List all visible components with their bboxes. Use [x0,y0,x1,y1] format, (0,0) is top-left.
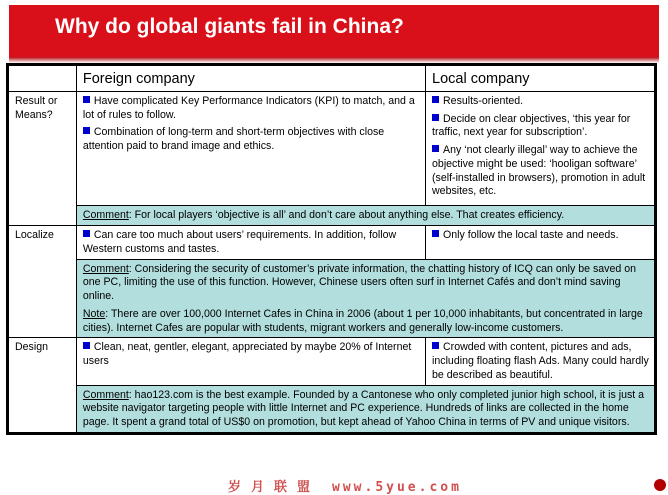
comment-label: Comment [82,262,129,275]
header-row [8,65,656,92]
table-row-design [8,338,656,385]
watermark [228,476,462,495]
corner-logo-icon [654,479,666,491]
comment-label: Comment [82,388,129,401]
table-row-result [8,91,656,205]
comment-text: : For local players ‘objective is all’ and don’t care about anything else. That creates efficiency. [128,209,565,222]
foreign-cell-result [76,91,425,205]
note-label: Note [82,307,106,320]
comment-row-localize [8,259,656,338]
foreign-cell-localize [76,225,425,259]
comment-text: : Considering the security of customer’s private information, the chatting history of ICQ can only be saved on one PC, limiting the use of this function. However, Chinese users often surf in Internet Cafés and don’t mind saving online. [82,262,636,303]
comment-paragraph [83,263,649,304]
list-item: Any ‘not clearly illegal’ way to achieve the objective might be used: ‘hooligan software’ (self-installed in browsers), promotion in adult websites, etc. [432,144,646,198]
slide-title: Why do global giants fail in China? [55,15,404,38]
local-cell-localize [426,225,656,259]
row-label-result: Result or Means? [8,91,77,225]
comment-cell-localize [76,259,655,338]
foreign-cell-design [76,338,425,385]
header-local: Local company [426,65,656,92]
comment-cell-design [76,385,655,433]
comment-cell-result [76,206,655,226]
list-item: Have complicated Key Performance Indicators (KPI) to match, and a lot of rules to follow. [82,94,415,121]
local-cell-design [426,338,656,385]
comparison-table [6,63,657,435]
square-bullet-icon [83,96,90,103]
note-paragraph [83,308,649,336]
table-row-localize [8,225,656,259]
title-bar [9,5,659,57]
header-foreign: Foreign company [76,65,425,92]
note-text: : There are over 100,000 Internet Cafes in China in 2006 (about 1 per 10,000 inhabitants, but concentrated in large cities). Internet Cafes are popular with students, migrant workers and generally low-income customers. [82,307,643,334]
header-empty-cell [8,65,77,92]
local-cell-result [426,91,656,205]
comment-row-design [8,385,656,433]
comment-label: Comment [82,209,129,222]
list-item: Combination of long-term and short-term objectives with close attention paid to brand image and ethics. [82,126,385,153]
square-bullet-icon [83,342,90,349]
list-item: Results-oriented. [432,95,649,109]
list-item: Clean, neat, gentler, elegant, appreciated by maybe 20% of Internet users [82,341,412,368]
list-item: Can care too much about users’ requirements. In addition, follow Western customs and tastes. [82,228,397,255]
list-item: Only follow the local taste and needs. [432,229,649,243]
watermark-chinese: 岁月联盟 [228,480,321,495]
square-bullet-icon [432,145,439,152]
row-label-localize: Localize [8,225,77,337]
list-item: Crowded with content, pictures and ads, including floating flash Ads. Many could hardly be described as beautiful. [432,341,649,381]
square-bullet-icon [83,127,90,134]
square-bullet-icon [432,114,439,121]
square-bullet-icon [432,96,439,103]
list-item: Decide on clear objectives, ‘this year for traffic, next year for subscription’. [432,112,631,139]
comment-row-result [8,206,656,226]
square-bullet-icon [83,230,90,237]
square-bullet-icon [432,342,439,349]
square-bullet-icon [432,230,439,237]
watermark-url: www.5yue.com [332,480,462,495]
row-label-design: Design [8,338,77,434]
comment-text: : hao123.com is the best example. Founded by a Cantonese who only completed junior high school, it is just a website navigator targeting people with little Internet and PC experience. Hundreds of links are collected in the home page. It spent a grand total of US$0 on promotion, but kept ahead of Yahoo China in terms of PV and unique visitors. [82,388,645,429]
